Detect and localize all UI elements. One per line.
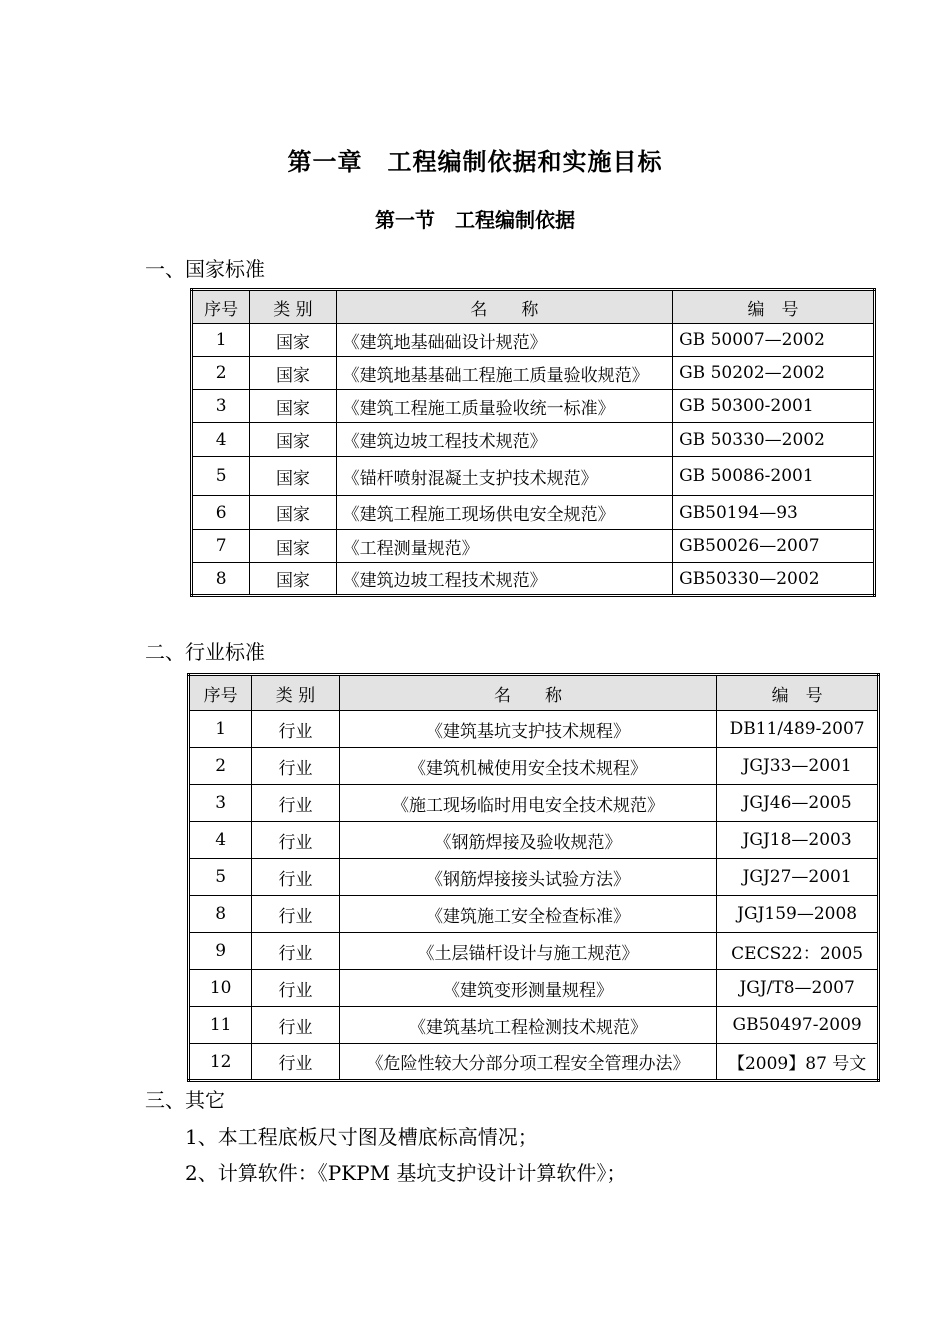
industry-standards-heading: 二、行业标准 bbox=[145, 640, 265, 664]
table-row bbox=[192, 357, 875, 390]
row-category: 国家 bbox=[250, 423, 336, 457]
row-category: 行业 bbox=[252, 859, 339, 896]
section-title: 第一节 工程编制依据 bbox=[375, 208, 575, 232]
row-index: 4 bbox=[189, 822, 252, 859]
row-name: 《建筑地基基础工程施工质量验收规范》 bbox=[336, 357, 672, 390]
table-row bbox=[192, 390, 875, 423]
table-row bbox=[189, 859, 879, 896]
table-row bbox=[192, 530, 875, 563]
row-name: 《施工现场临时用电安全技术规范》 bbox=[339, 785, 717, 822]
table-row bbox=[189, 1044, 879, 1081]
row-name: 《钢筋焊接接头试验方法》 bbox=[339, 859, 717, 896]
row-name: 《建筑机械使用安全技术规程》 bbox=[339, 748, 717, 785]
table-row bbox=[189, 748, 879, 785]
other-item-1: 1、本工程底板尺寸图及槽底标高情况； bbox=[185, 1125, 538, 1149]
other-heading: 三、其它 bbox=[145, 1088, 225, 1112]
row-name: 《建筑基坑支护技术规程》 bbox=[339, 711, 717, 748]
row-index: 11 bbox=[189, 1007, 252, 1044]
row-index: 7 bbox=[192, 530, 250, 563]
row-index: 2 bbox=[189, 748, 252, 785]
row-index: 1 bbox=[192, 324, 250, 357]
row-name: 《建筑变形测量规程》 bbox=[339, 970, 717, 1007]
row-index: 6 bbox=[192, 496, 250, 530]
row-index: 4 bbox=[192, 423, 250, 457]
row-name: 《建筑工程施工质量验收统一标准》 bbox=[336, 390, 672, 423]
header-code: 编 号 bbox=[673, 290, 875, 324]
row-index: 5 bbox=[189, 859, 252, 896]
row-code: GB50026—2007 bbox=[673, 530, 875, 563]
row-name: 《建筑地基础础设计规范》 bbox=[336, 324, 672, 357]
row-category: 行业 bbox=[252, 822, 339, 859]
row-code: 【2009】87 号文 bbox=[717, 1044, 879, 1081]
table-row bbox=[189, 970, 879, 1007]
row-name: 《建筑边坡工程技术规范》 bbox=[336, 563, 672, 596]
table-row bbox=[192, 324, 875, 357]
row-name: 《危险性较大分部分项工程安全管理办法》 bbox=[339, 1044, 717, 1081]
row-code: GB50330—2002 bbox=[673, 563, 875, 596]
table-row bbox=[192, 563, 875, 596]
table-row bbox=[189, 785, 879, 822]
row-code: GB50194—93 bbox=[673, 496, 875, 530]
row-code: GB 50330—2002 bbox=[673, 423, 875, 457]
row-index: 9 bbox=[189, 933, 252, 970]
row-code: JGJ27—2001 bbox=[717, 859, 879, 896]
row-name: 《建筑基坑工程检测技术规范》 bbox=[339, 1007, 717, 1044]
header-name: 名 称 bbox=[339, 675, 717, 711]
table-row bbox=[189, 822, 879, 859]
row-index: 1 bbox=[189, 711, 252, 748]
table-row bbox=[189, 896, 879, 933]
row-index: 10 bbox=[189, 970, 252, 1007]
row-code: JGJ/T8—2007 bbox=[717, 970, 879, 1007]
row-code: CECS22：2005 bbox=[717, 933, 879, 970]
industry-standards-table bbox=[187, 673, 880, 1082]
row-index: 8 bbox=[189, 896, 252, 933]
row-name: 《土层锚杆设计与施工规范》 bbox=[339, 933, 717, 970]
row-category: 国家 bbox=[250, 530, 336, 563]
table-row bbox=[192, 496, 875, 530]
row-name: 《工程测量规范》 bbox=[336, 530, 672, 563]
row-index: 5 bbox=[192, 457, 250, 496]
table-row bbox=[192, 457, 875, 496]
row-category: 行业 bbox=[252, 785, 339, 822]
row-index: 12 bbox=[189, 1044, 252, 1081]
header-name: 名 称 bbox=[336, 290, 672, 324]
table-row bbox=[189, 1007, 879, 1044]
national-standards-heading: 一、国家标准 bbox=[145, 257, 265, 281]
row-code: GB 50086-2001 bbox=[673, 457, 875, 496]
header-index: 序号 bbox=[189, 675, 252, 711]
header-code: 编 号 bbox=[717, 675, 879, 711]
row-category: 行业 bbox=[252, 1044, 339, 1081]
national-standards-table bbox=[190, 288, 876, 597]
row-code: GB 50300-2001 bbox=[673, 390, 875, 423]
row-name: 《建筑施工安全检查标准》 bbox=[339, 896, 717, 933]
row-name: 《建筑边坡工程技术规范》 bbox=[336, 423, 672, 457]
row-code: DB11/489-2007 bbox=[717, 711, 879, 748]
row-index: 3 bbox=[189, 785, 252, 822]
row-category: 国家 bbox=[250, 496, 336, 530]
row-name: 《钢筋焊接及验收规范》 bbox=[339, 822, 717, 859]
row-code: JGJ18—2003 bbox=[717, 822, 879, 859]
row-category: 国家 bbox=[250, 457, 336, 496]
row-name: 《锚杆喷射混凝土支护技术规范》 bbox=[336, 457, 672, 496]
row-code: GB 50007—2002 bbox=[673, 324, 875, 357]
row-code: GB50497-2009 bbox=[717, 1007, 879, 1044]
row-index: 3 bbox=[192, 390, 250, 423]
row-category: 行业 bbox=[252, 896, 339, 933]
row-code: GB 50202—2002 bbox=[673, 357, 875, 390]
header-category: 类 别 bbox=[252, 675, 339, 711]
row-category: 行业 bbox=[252, 748, 339, 785]
row-category: 行业 bbox=[252, 711, 339, 748]
table-row bbox=[189, 933, 879, 970]
table-row bbox=[192, 423, 875, 457]
row-code: JGJ33—2001 bbox=[717, 748, 879, 785]
header-index: 序号 bbox=[192, 290, 250, 324]
row-category: 国家 bbox=[250, 390, 336, 423]
row-category: 行业 bbox=[252, 1007, 339, 1044]
row-category: 国家 bbox=[250, 357, 336, 390]
row-code: JGJ46—2005 bbox=[717, 785, 879, 822]
header-category: 类 别 bbox=[250, 290, 336, 324]
row-category: 国家 bbox=[250, 563, 336, 596]
chapter-title: 第一章 工程编制依据和实施目标 bbox=[287, 148, 663, 176]
row-code: JGJ159—2008 bbox=[717, 896, 879, 933]
other-item-2: 2、计算软件：《PKPM 基坑支护设计计算软件》； bbox=[185, 1161, 627, 1185]
row-index: 2 bbox=[192, 357, 250, 390]
row-index: 8 bbox=[192, 563, 250, 596]
row-name: 《建筑工程施工现场供电安全规范》 bbox=[336, 496, 672, 530]
row-category: 行业 bbox=[252, 933, 339, 970]
row-category: 行业 bbox=[252, 970, 339, 1007]
row-category: 国家 bbox=[250, 324, 336, 357]
table-row bbox=[189, 711, 879, 748]
